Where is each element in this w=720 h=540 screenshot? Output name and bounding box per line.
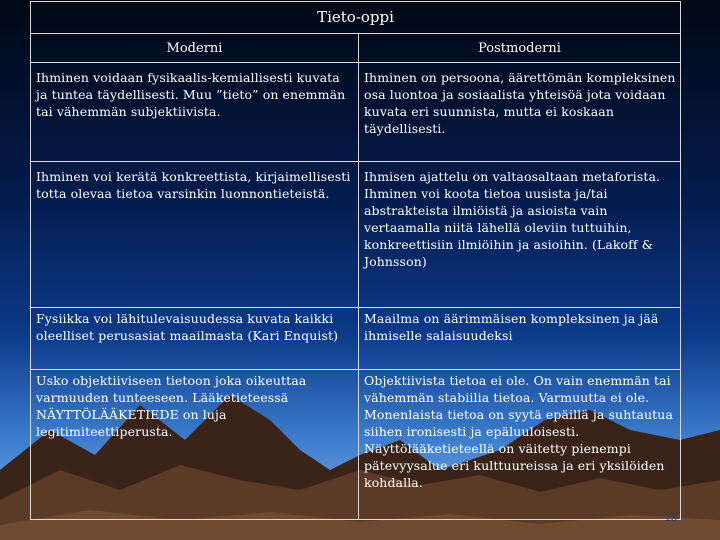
table-cell-moderni: Fysiikka voi lähitulevaisuudessa kuvata kaikki oleelliset perusasiat maailmasta (Kari Enquist)	[31, 308, 359, 370]
column-header-postmoderni: Postmoderni	[359, 34, 681, 63]
table-cell-moderni: Ihminen voidaan fysikaalis-kemiallisesti kuvata ja tuntea täydellisesti. Muu ”tieto” on enemmän tai vähemmän subjektiivista.	[31, 63, 359, 162]
table-cell-postmoderni: Maailma on äärimmäisen kompleksinen ja jää ihmiselle salaisuudeksi	[359, 308, 681, 370]
table-row	[31, 63, 681, 162]
table-cell-postmoderni: Ihmisen ajattelu on valtaosaltaan metaforista. Ihminen voi koota tietoa uusista ja/tai abstrakteista ilmiöistä ja asioista vain vertaamalla niitä lähellä oleviin tuttuihin, konkreettisiin ilmiöihin ja asioihin. (Lakoff & Johnsson)	[359, 162, 681, 308]
header-row	[31, 34, 681, 63]
table-row	[31, 308, 681, 370]
column-header-moderni: Moderni	[31, 34, 359, 63]
table-cell-postmoderni: Objektiivista tietoa ei ole. On vain enemmän tai vähemmän stabiilia tietoa. Varmuutta ei ole. Monenlaista tietoa on syytä epäillä ja suhtautua siihen ironisesti ja epäluuloisesti. Näyttölääketieteellä on väitetty pienempi pätevyysalue eri kulttuureissa ja eri yksilöiden kohdalla.	[359, 370, 681, 520]
table-cell-postmoderni: Ihminen on persoona, äärettömän kompleksinen osa luontoa ja sosiaalista yhteisöä jota voidaan kuvata eri suunnista, mutta ei koskaan täydellisesti.	[359, 63, 681, 162]
page-number: 13	[664, 512, 677, 524]
title-row	[31, 2, 681, 34]
table-row	[31, 162, 681, 308]
slide-table	[30, 1, 681, 520]
slide-title: Tieto-oppi	[31, 2, 681, 34]
table-cell-moderni: Usko objektiiviseen tietoon joka oikeuttaa varmuuden tunteeseen. Lääketieteessä NÄYTTÖLÄÄKETIEDE on luja legitimiteettiperusta.	[31, 370, 359, 520]
table-cell-moderni: Ihminen voi kerätä konkreettista, kirjaimellisesti totta olevaa tietoa varsinkin luonnontieteistä.	[31, 162, 359, 308]
table-row	[31, 370, 681, 520]
